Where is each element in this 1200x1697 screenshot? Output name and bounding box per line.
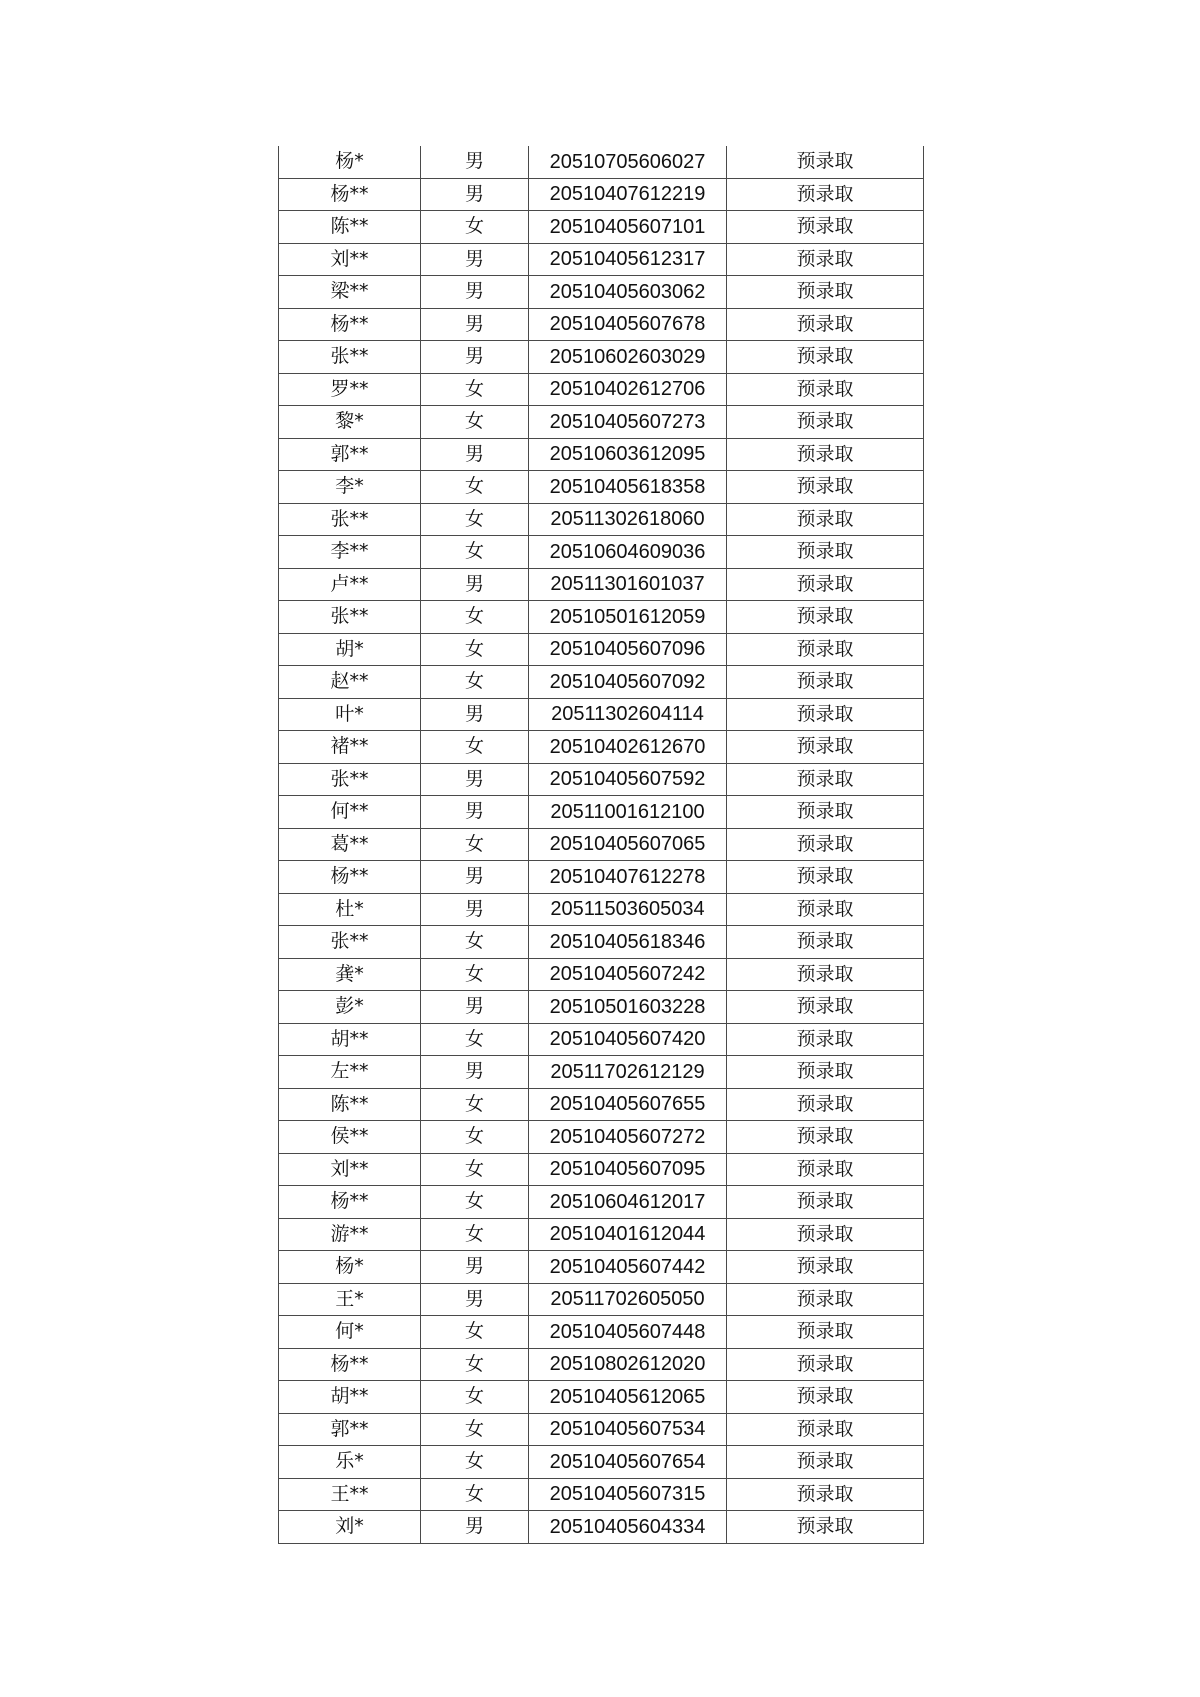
exam-id-cell: 20510407612219 — [529, 178, 727, 211]
name-cell: 杜* — [279, 893, 421, 926]
table-row — [279, 146, 924, 178]
name-cell: 杨** — [279, 1186, 421, 1219]
status-cell: 预录取 — [727, 1511, 924, 1544]
gender-cell: 女 — [421, 1316, 529, 1349]
gender-cell: 女 — [421, 1186, 529, 1219]
table-row — [279, 536, 924, 569]
exam-id-cell: 20510603612095 — [529, 438, 727, 471]
exam-id-cell: 20510405607678 — [529, 308, 727, 341]
name-cell: 梁** — [279, 276, 421, 309]
exam-id-cell: 20510402612706 — [529, 373, 727, 406]
table-row — [279, 406, 924, 439]
gender-cell: 女 — [421, 1088, 529, 1121]
table-row — [279, 1348, 924, 1381]
status-cell: 预录取 — [727, 536, 924, 569]
status-cell: 预录取 — [727, 1088, 924, 1121]
gender-cell: 男 — [421, 341, 529, 374]
gender-cell: 女 — [421, 926, 529, 959]
name-cell: 胡** — [279, 1381, 421, 1414]
name-cell: 罗** — [279, 373, 421, 406]
gender-cell: 女 — [421, 666, 529, 699]
status-cell: 预录取 — [727, 666, 924, 699]
name-cell: 葛** — [279, 828, 421, 861]
admission-table-body — [279, 146, 924, 1543]
status-cell: 预录取 — [727, 1023, 924, 1056]
table-row — [279, 828, 924, 861]
status-cell: 预录取 — [727, 341, 924, 374]
name-cell: 张** — [279, 926, 421, 959]
table-row — [279, 861, 924, 894]
gender-cell: 女 — [421, 1153, 529, 1186]
status-cell: 预录取 — [727, 1218, 924, 1251]
name-cell: 褚** — [279, 731, 421, 764]
gender-cell: 女 — [421, 503, 529, 536]
status-cell: 预录取 — [727, 308, 924, 341]
name-cell: 侯** — [279, 1121, 421, 1154]
table-row — [279, 1381, 924, 1414]
status-cell: 预录取 — [727, 828, 924, 861]
exam-id-cell: 20510405607101 — [529, 211, 727, 244]
exam-id-cell: 20511702612129 — [529, 1056, 727, 1089]
gender-cell: 男 — [421, 1251, 529, 1284]
gender-cell: 女 — [421, 1121, 529, 1154]
gender-cell: 男 — [421, 308, 529, 341]
status-cell: 预录取 — [727, 1251, 924, 1284]
name-cell: 胡* — [279, 633, 421, 666]
status-cell: 预录取 — [727, 211, 924, 244]
exam-id-cell: 20510705606027 — [529, 146, 727, 178]
exam-id-cell: 20510401612044 — [529, 1218, 727, 1251]
name-cell: 张** — [279, 601, 421, 634]
table-row — [279, 341, 924, 374]
table-row — [279, 1153, 924, 1186]
status-cell: 预录取 — [727, 633, 924, 666]
status-cell: 预录取 — [727, 796, 924, 829]
table-row — [279, 991, 924, 1024]
exam-id-cell: 20510405607273 — [529, 406, 727, 439]
exam-id-cell: 20510604612017 — [529, 1186, 727, 1219]
table-row — [279, 1316, 924, 1349]
table-row — [279, 1283, 924, 1316]
table-row — [279, 1088, 924, 1121]
name-cell: 刘** — [279, 1153, 421, 1186]
status-cell: 预录取 — [727, 1283, 924, 1316]
exam-id-cell: 20510405618346 — [529, 926, 727, 959]
table-row — [279, 438, 924, 471]
exam-id-cell: 20510405607448 — [529, 1316, 727, 1349]
exam-id-cell: 20510405607654 — [529, 1446, 727, 1479]
gender-cell: 女 — [421, 1381, 529, 1414]
table-row — [279, 276, 924, 309]
name-cell: 龚* — [279, 958, 421, 991]
exam-id-cell: 20510405607092 — [529, 666, 727, 699]
status-cell: 预录取 — [727, 406, 924, 439]
name-cell: 游** — [279, 1218, 421, 1251]
exam-id-cell: 20510405607272 — [529, 1121, 727, 1154]
status-cell: 预录取 — [727, 178, 924, 211]
exam-id-cell: 20510405607065 — [529, 828, 727, 861]
exam-id-cell: 20511702605050 — [529, 1283, 727, 1316]
table-row — [279, 1121, 924, 1154]
status-cell: 预录取 — [727, 601, 924, 634]
name-cell: 刘* — [279, 1511, 421, 1544]
name-cell: 陈** — [279, 1088, 421, 1121]
gender-cell: 女 — [421, 1348, 529, 1381]
table-row — [279, 926, 924, 959]
exam-id-cell: 20510405607592 — [529, 763, 727, 796]
gender-cell: 女 — [421, 1478, 529, 1511]
gender-cell: 男 — [421, 763, 529, 796]
name-cell: 郭** — [279, 438, 421, 471]
table-row — [279, 796, 924, 829]
table-row — [279, 1478, 924, 1511]
status-cell: 预录取 — [727, 568, 924, 601]
status-cell: 预录取 — [727, 1186, 924, 1219]
table-row — [279, 763, 924, 796]
gender-cell: 男 — [421, 991, 529, 1024]
name-cell: 赵** — [279, 666, 421, 699]
exam-id-cell: 20510405607420 — [529, 1023, 727, 1056]
status-cell: 预录取 — [727, 926, 924, 959]
exam-id-cell: 20510501612059 — [529, 601, 727, 634]
status-cell: 预录取 — [727, 1413, 924, 1446]
table-row — [279, 308, 924, 341]
gender-cell: 女 — [421, 406, 529, 439]
gender-cell: 女 — [421, 1446, 529, 1479]
status-cell: 预录取 — [727, 763, 924, 796]
table-row — [279, 731, 924, 764]
name-cell: 张** — [279, 341, 421, 374]
gender-cell: 女 — [421, 828, 529, 861]
gender-cell: 男 — [421, 1511, 529, 1544]
name-cell: 张** — [279, 763, 421, 796]
table-row — [279, 1511, 924, 1544]
status-cell: 预录取 — [727, 146, 924, 178]
gender-cell: 男 — [421, 178, 529, 211]
name-cell: 胡** — [279, 1023, 421, 1056]
gender-cell: 男 — [421, 243, 529, 276]
name-cell: 何** — [279, 796, 421, 829]
exam-id-cell: 20511301601037 — [529, 568, 727, 601]
table-row — [279, 893, 924, 926]
name-cell: 彭* — [279, 991, 421, 1024]
name-cell: 乐* — [279, 1446, 421, 1479]
status-cell: 预录取 — [727, 893, 924, 926]
exam-id-cell: 20510405604334 — [529, 1511, 727, 1544]
table-row — [279, 1413, 924, 1446]
status-cell: 预录取 — [727, 503, 924, 536]
name-cell: 李* — [279, 471, 421, 504]
exam-id-cell: 20511302604114 — [529, 698, 727, 731]
table-row — [279, 1446, 924, 1479]
exam-id-cell: 20510402612670 — [529, 731, 727, 764]
gender-cell: 女 — [421, 601, 529, 634]
status-cell: 预录取 — [727, 861, 924, 894]
exam-id-cell: 20510602603029 — [529, 341, 727, 374]
gender-cell: 女 — [421, 1218, 529, 1251]
gender-cell: 女 — [421, 731, 529, 764]
table-row — [279, 503, 924, 536]
gender-cell: 男 — [421, 893, 529, 926]
exam-id-cell: 20510405612317 — [529, 243, 727, 276]
name-cell: 杨** — [279, 308, 421, 341]
gender-cell: 男 — [421, 276, 529, 309]
status-cell: 预录取 — [727, 1348, 924, 1381]
exam-id-cell: 20511001612100 — [529, 796, 727, 829]
exam-id-cell: 20510407612278 — [529, 861, 727, 894]
status-cell: 预录取 — [727, 471, 924, 504]
table-row — [279, 698, 924, 731]
status-cell: 预录取 — [727, 1446, 924, 1479]
exam-id-cell: 20510405607242 — [529, 958, 727, 991]
status-cell: 预录取 — [727, 1056, 924, 1089]
table-row — [279, 1056, 924, 1089]
name-cell: 杨* — [279, 146, 421, 178]
table-row — [279, 666, 924, 699]
name-cell: 杨** — [279, 861, 421, 894]
status-cell: 预录取 — [727, 958, 924, 991]
exam-id-cell: 20511503605034 — [529, 893, 727, 926]
table-row — [279, 471, 924, 504]
exam-id-cell: 20510405607534 — [529, 1413, 727, 1446]
gender-cell: 男 — [421, 1056, 529, 1089]
status-cell: 预录取 — [727, 373, 924, 406]
name-cell: 王* — [279, 1283, 421, 1316]
name-cell: 叶* — [279, 698, 421, 731]
gender-cell: 女 — [421, 373, 529, 406]
gender-cell: 男 — [421, 568, 529, 601]
table-row — [279, 1023, 924, 1056]
gender-cell: 男 — [421, 698, 529, 731]
name-cell: 黎* — [279, 406, 421, 439]
admission-table — [278, 146, 924, 1544]
exam-id-cell: 20510604609036 — [529, 536, 727, 569]
status-cell: 预录取 — [727, 1121, 924, 1154]
gender-cell: 男 — [421, 146, 529, 178]
name-cell: 杨** — [279, 178, 421, 211]
status-cell: 预录取 — [727, 438, 924, 471]
name-cell: 刘** — [279, 243, 421, 276]
name-cell: 张** — [279, 503, 421, 536]
exam-id-cell: 20510405603062 — [529, 276, 727, 309]
status-cell: 预录取 — [727, 991, 924, 1024]
table-row — [279, 601, 924, 634]
exam-id-cell: 20510405612065 — [529, 1381, 727, 1414]
status-cell: 预录取 — [727, 276, 924, 309]
exam-id-cell: 20510405607315 — [529, 1478, 727, 1511]
name-cell: 杨** — [279, 1348, 421, 1381]
gender-cell: 女 — [421, 211, 529, 244]
name-cell: 何* — [279, 1316, 421, 1349]
table-row — [279, 958, 924, 991]
exam-id-cell: 20510802612020 — [529, 1348, 727, 1381]
exam-id-cell: 20510405607096 — [529, 633, 727, 666]
status-cell: 预录取 — [727, 1478, 924, 1511]
table-row — [279, 211, 924, 244]
name-cell: 左** — [279, 1056, 421, 1089]
name-cell: 李** — [279, 536, 421, 569]
gender-cell: 女 — [421, 958, 529, 991]
gender-cell: 女 — [421, 633, 529, 666]
gender-cell: 女 — [421, 1023, 529, 1056]
name-cell: 郭** — [279, 1413, 421, 1446]
exam-id-cell: 20510405618358 — [529, 471, 727, 504]
gender-cell: 男 — [421, 1283, 529, 1316]
exam-id-cell: 20511302618060 — [529, 503, 727, 536]
status-cell: 预录取 — [727, 243, 924, 276]
name-cell: 陈** — [279, 211, 421, 244]
gender-cell: 女 — [421, 471, 529, 504]
name-cell: 杨* — [279, 1251, 421, 1284]
table-row — [279, 243, 924, 276]
exam-id-cell: 20510405607095 — [529, 1153, 727, 1186]
gender-cell: 女 — [421, 1413, 529, 1446]
table-row — [279, 568, 924, 601]
status-cell: 预录取 — [727, 1316, 924, 1349]
exam-id-cell: 20510405607442 — [529, 1251, 727, 1284]
table-row — [279, 1218, 924, 1251]
table-row — [279, 1186, 924, 1219]
status-cell: 预录取 — [727, 698, 924, 731]
gender-cell: 男 — [421, 861, 529, 894]
status-cell: 预录取 — [727, 731, 924, 764]
table-row — [279, 373, 924, 406]
table-row — [279, 178, 924, 211]
table-row — [279, 1251, 924, 1284]
exam-id-cell: 20510501603228 — [529, 991, 727, 1024]
name-cell: 王** — [279, 1478, 421, 1511]
gender-cell: 女 — [421, 536, 529, 569]
gender-cell: 男 — [421, 438, 529, 471]
table-row — [279, 633, 924, 666]
status-cell: 预录取 — [727, 1153, 924, 1186]
exam-id-cell: 20510405607655 — [529, 1088, 727, 1121]
gender-cell: 男 — [421, 796, 529, 829]
name-cell: 卢** — [279, 568, 421, 601]
status-cell: 预录取 — [727, 1381, 924, 1414]
